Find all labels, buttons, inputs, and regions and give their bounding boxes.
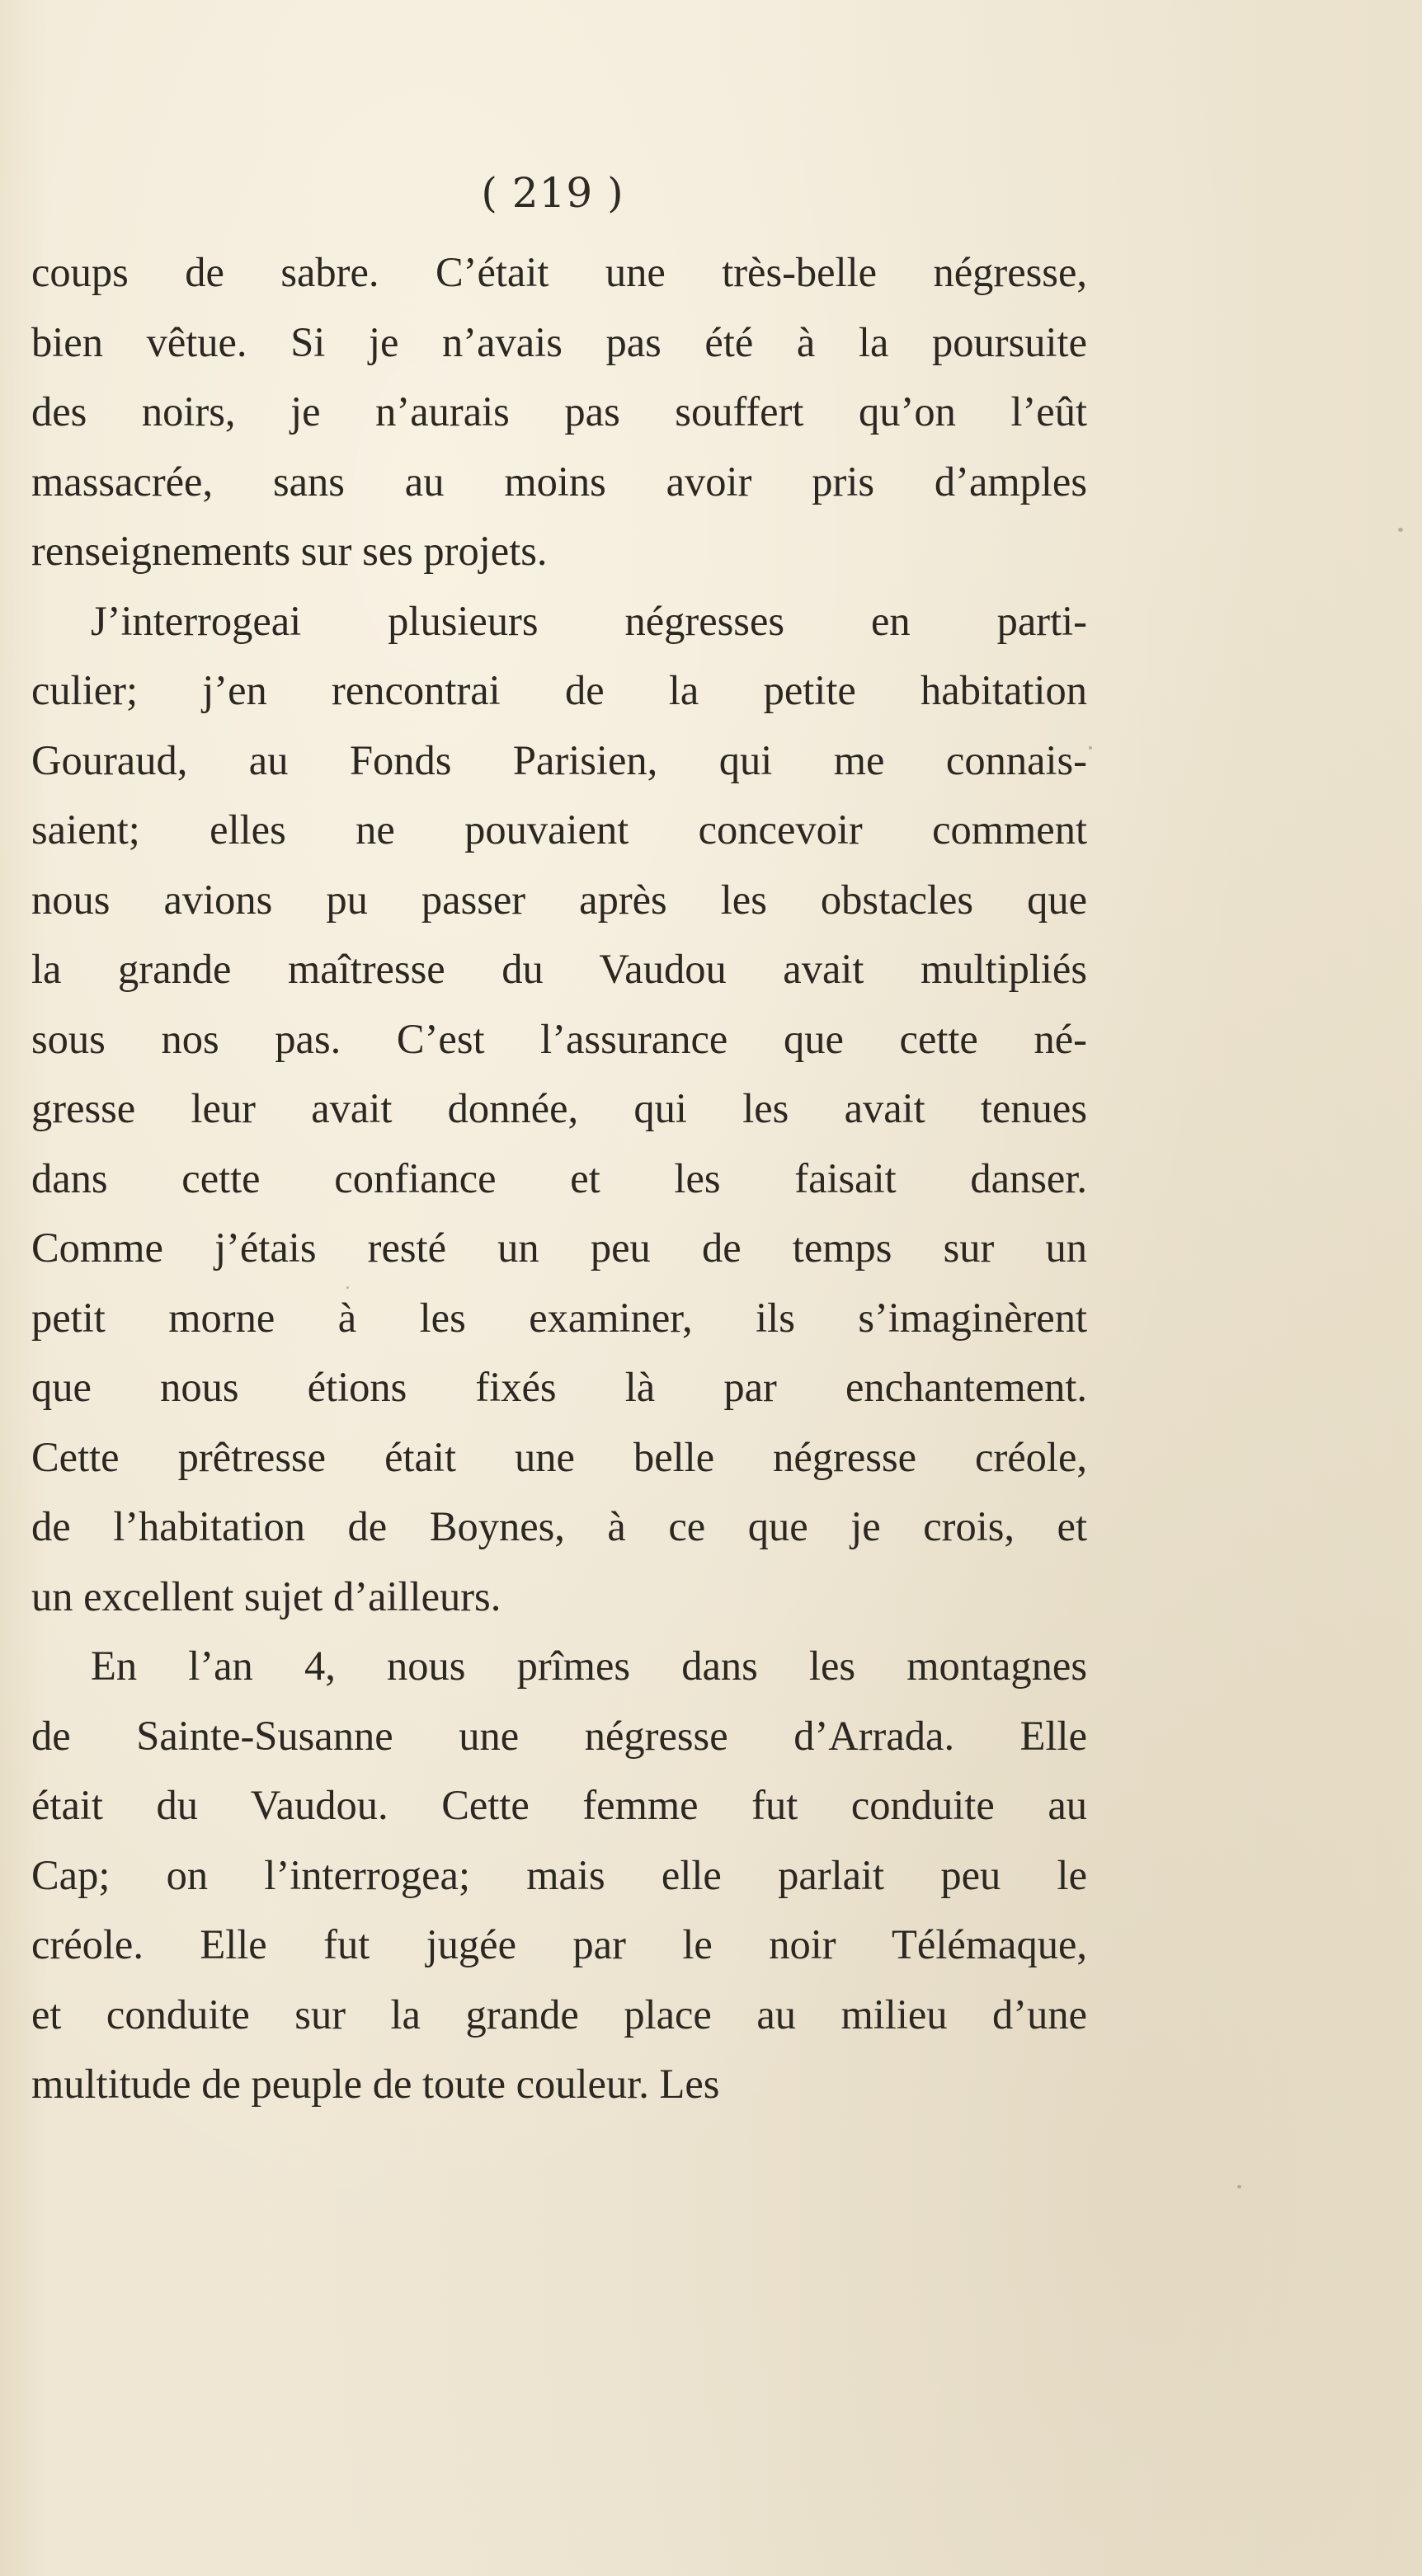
text-line: Cap; on l’interrogea; mais elle parlait peu le xyxy=(31,1851,1087,1898)
text-line: dans cette confiance et les faisait danser. xyxy=(31,1154,1087,1201)
text-line: petit morne à les examiner, ils s’imaginèrent xyxy=(31,1294,1087,1341)
text-line: un excellent sujet d’ailleurs. xyxy=(31,1572,501,1619)
paragraph xyxy=(31,237,1087,586)
text-line: massacrée, sans au moins avoir pris d’amples xyxy=(31,458,1087,505)
text-line: Gouraud, au Fonds Parisien, qui me connais- xyxy=(31,736,1087,783)
paragraph xyxy=(31,1631,1087,2119)
body-text xyxy=(31,237,1087,2119)
paper-speck xyxy=(1089,746,1092,750)
text-line: était du Vaudou. Cette femme fut conduite au xyxy=(31,1782,1087,1828)
text-line: de l’habitation de Boynes, à ce que je crois, et xyxy=(31,1503,1087,1549)
text-line: et conduite sur la grande place au milieu d’une xyxy=(31,1991,1087,2038)
text-line: Cette prêtresse était une belle négresse créole, xyxy=(31,1433,1087,1480)
text-line: gresse leur avait donnée, qui les avait tenues xyxy=(31,1085,1087,1131)
text-line: des noirs, je n’aurais pas souffert qu’on l’eût xyxy=(31,388,1087,435)
text-line: bien vêtue. Si je n’avais pas été à la poursuite xyxy=(31,318,1087,365)
text-line: la grande maîtresse du Vaudou avait multipliés xyxy=(31,946,1087,992)
page-number: ( 219 ) xyxy=(481,169,624,217)
text-line: nous avions pu passer après les obstacles que xyxy=(31,876,1087,923)
text-line: que nous étions fixés là par enchantement. xyxy=(31,1364,1087,1410)
paper-speck xyxy=(1398,528,1403,532)
text-line: de Sainte-Susanne une négresse d’Arrada. Elle xyxy=(31,1712,1087,1759)
paper-speck xyxy=(346,1286,349,1289)
text-line: Comme j’étais resté un peu de temps sur un xyxy=(31,1225,1087,1271)
paragraph xyxy=(31,586,1087,1632)
text-line: renseignements sur ses projets. xyxy=(31,528,548,574)
text-line: culier; j’en rencontrai de la petite habitation xyxy=(31,667,1087,713)
text-line: saient; elles ne pouvaient concevoir comment xyxy=(31,806,1087,853)
paper-speck xyxy=(1237,2185,1241,2188)
text-line: créole. Elle fut jugée par le noir Télémaque, xyxy=(31,1921,1087,1967)
text-line: multitude de peuple de toute couleur. Les xyxy=(31,2061,720,2107)
text-line: En l’an 4, nous prîmes dans les montagnes xyxy=(91,1643,1087,1689)
text-line: J’interrogeai plusieurs négresses en parti- xyxy=(91,597,1087,644)
text-line: sous nos pas. C’est l’assurance que cette né- xyxy=(31,1015,1087,1062)
text-line: coups de sabre. C’était une très-belle négresse, xyxy=(31,249,1087,295)
